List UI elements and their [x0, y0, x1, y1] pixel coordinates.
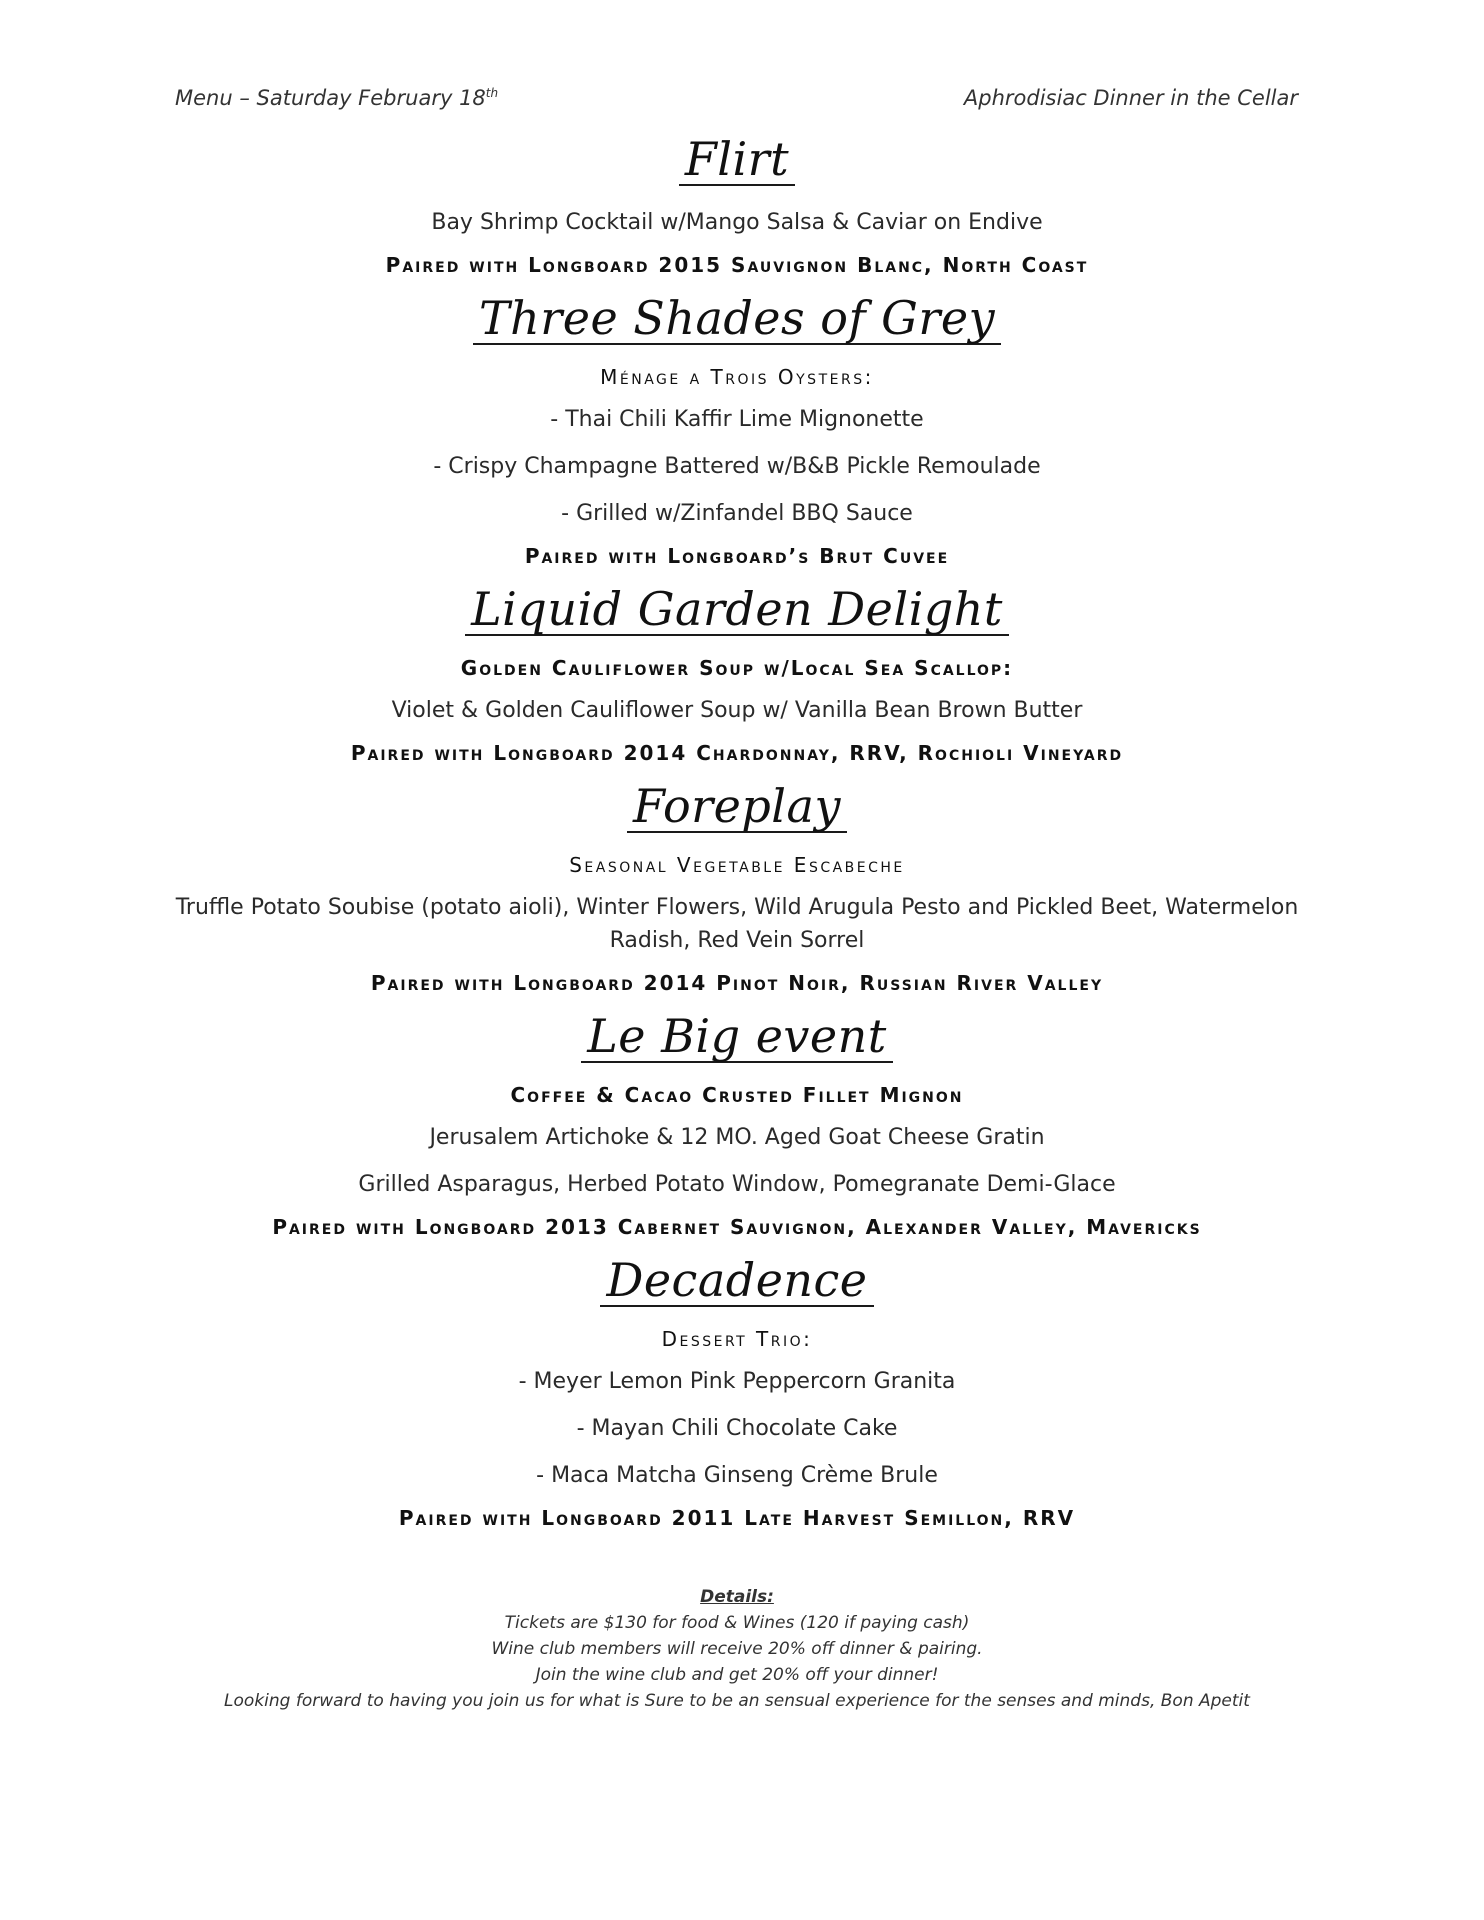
details-line: Looking forward to having you join us for what is Sure to be an sensual experience for the senses and minds, Bon Apetit [224, 1691, 1250, 1711]
course-decadence [175, 1249, 1299, 1530]
dish-description: Bay Shrimp Cocktail w/Mango Salsa & Caviar on Endive [431, 210, 1043, 235]
event-details [175, 1584, 1299, 1714]
dish-description-line: Radish, Red Vein Sorrel [609, 928, 865, 953]
dish-item: - Meyer Lemon Pink Peppercorn Granita [518, 1369, 956, 1394]
wine-pairing: Paired with Longboard 2014 Chardonnay, RRV, Rochioli Vineyard [350, 741, 1124, 765]
course-foreplay [175, 775, 1299, 995]
dish-description: Violet & Golden Cauliflower Soup w/ Vanilla Bean Brown Butter [391, 698, 1083, 723]
course-title: Flirt [679, 136, 795, 186]
details-line: Tickets are $130 for food & Wines (120 if paying cash) [504, 1613, 970, 1633]
details-title: Details: [700, 1587, 774, 1607]
wine-pairing: Paired with Longboard 2014 Pinot Noir, Russian River Valley [370, 971, 1104, 995]
details-line: Join the wine club and get 20% off your dinner! [535, 1665, 939, 1685]
course-title: Foreplay [627, 783, 847, 833]
dish-description [175, 891, 1299, 957]
wine-pairing: Paired with Longboard’s Brut Cuvee [524, 544, 950, 568]
wine-pairing: Paired with Longboard 2011 Late Harvest Semillon, RRV [398, 1506, 1076, 1530]
dish-item: - Thai Chili Kaffir Lime Mignonette [550, 407, 924, 432]
header-date [175, 86, 498, 110]
menu-content [175, 128, 1299, 1714]
dish-heading: Coffee & Cacao Crusted Fillet Mignon [510, 1083, 964, 1107]
dish-heading: Seasonal Vegetable Escabeche [569, 853, 905, 877]
header-date-suffix: th [485, 86, 499, 100]
dish-item: Jerusalem Artichoke & 12 MO. Aged Goat Cheese Gratin [429, 1125, 1045, 1150]
course-title: Liquid Garden Delight [465, 586, 1009, 636]
header-event-title: Aphrodisiac Dinner in the Cellar [963, 86, 1298, 110]
course-three-shades-of-grey [175, 287, 1299, 568]
dish-item: Grilled Asparagus, Herbed Potato Window, Pomegranate Demi-Glace [358, 1172, 1116, 1197]
dish-item: - Crispy Champagne Battered w/B&B Pickle Remoulade [433, 454, 1041, 479]
details-line: Wine club members will receive 20% off dinner & pairing. [491, 1639, 983, 1659]
dish-heading: Ménage a Trois Oysters: [600, 365, 874, 389]
wine-pairing: Paired with Longboard 2015 Sauvignon Blanc, North Coast [385, 253, 1089, 277]
dish-description-line: Truffle Potato Soubise (potato aioli), Winter Flowers, Wild Arugula Pesto and Pickled Beet, Watermelon [175, 895, 1299, 920]
dish-heading: Golden Cauliflower Soup w/Local Sea Scallop: [460, 656, 1014, 680]
course-title: Decadence [600, 1257, 873, 1307]
course-title: Le Big event [581, 1013, 893, 1063]
wine-pairing: Paired with Longboard 2013 Cabernet Sauvignon, Alexander Valley, Mavericks [272, 1215, 1202, 1239]
dish-item: - Grilled w/Zinfandel BBQ Sauce [561, 501, 913, 526]
dish-item: - Maca Matcha Ginseng Crème Brule [536, 1463, 938, 1488]
course-flirt [175, 128, 1299, 277]
header-date-text: Menu – Saturday February 18 [175, 86, 486, 110]
dish-heading: Dessert Trio: [661, 1327, 813, 1351]
course-liquid-garden-delight [175, 578, 1299, 765]
course-title: Three Shades of Grey [473, 295, 1001, 345]
dish-item: - Mayan Chili Chocolate Cake [576, 1416, 898, 1441]
course-le-big-event [175, 1005, 1299, 1239]
